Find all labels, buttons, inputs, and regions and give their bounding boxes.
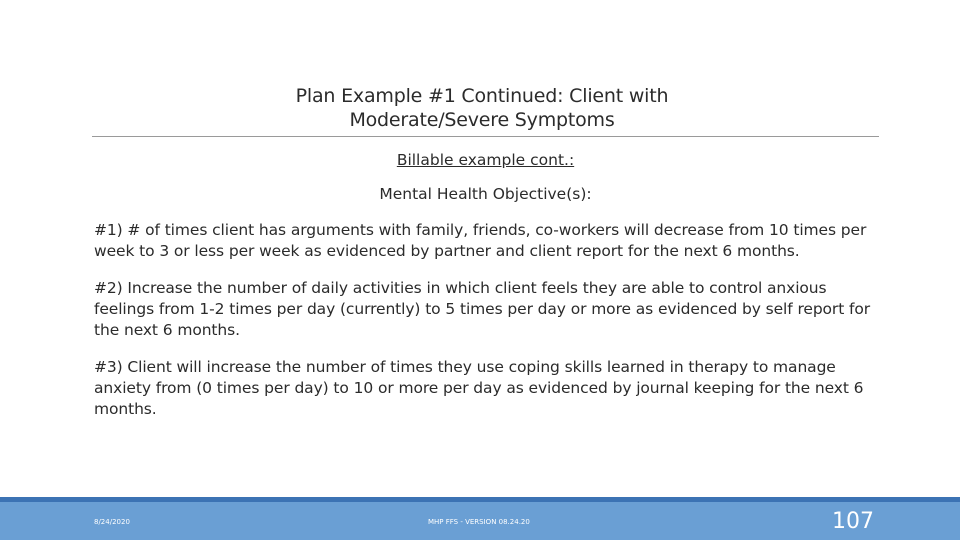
slide-title [200, 84, 764, 132]
objective-3: #3) Client will increase the number of times they use coping skills learned in therapy to manage anxiety from (0 times per day) to 10 or more per day as evidenced by journal keeping for the next 6 months. [94, 358, 864, 418]
title-divider [92, 136, 879, 137]
slide-title-line-1: Plan Example #1 Continued: Client with [295, 85, 669, 107]
slide-title-line-2: Moderate/Severe Symptoms [349, 109, 615, 131]
objective-1: #1) # of times client has arguments with family, friends, co-workers will decrease from 10 times per week to 3 or less per week as evidenced by partner and client report for the next 6 months. [94, 221, 867, 260]
objective-2: #2) Increase the number of daily activities in which client feels they are able to control anxious feelings from 1-2 times per day (currently) to 5 times per day or more as evidenced by self report for the next 6 months. [94, 279, 871, 339]
billable-heading: Billable example cont.: [396, 151, 575, 169]
page-number: 107 [832, 509, 874, 534]
footer-version: MHP FFS - VERSION 08.24.20 [428, 518, 530, 526]
footer-date: 8/24/2020 [94, 518, 130, 526]
objectives-heading: Mental Health Objective(s): [379, 185, 592, 203]
